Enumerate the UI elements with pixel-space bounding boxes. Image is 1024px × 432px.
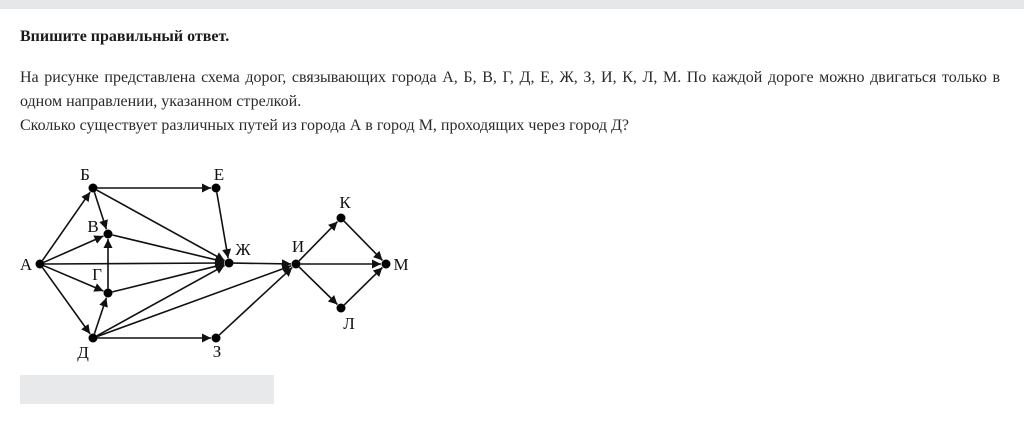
road-A-V	[44, 236, 103, 262]
road-V-Zh	[112, 235, 224, 262]
road-I-L	[299, 267, 337, 304]
city-label-Z: З	[212, 342, 222, 361]
answer-input[interactable]	[20, 375, 274, 404]
road-A-Zh	[45, 263, 225, 264]
road-D-I	[97, 266, 291, 337]
city-node-L	[337, 304, 346, 313]
road-D-G	[94, 298, 106, 334]
road-L-M	[344, 268, 382, 305]
city-node-A	[36, 260, 45, 269]
road-graph-diagram	[0, 150, 430, 370]
road-Zh-I	[234, 263, 292, 264]
road-D-Zh	[97, 265, 225, 335]
road-E-Zh	[217, 192, 228, 258]
city-label-K: К	[339, 193, 351, 212]
city-node-V	[104, 230, 113, 239]
city-node-I	[292, 260, 301, 269]
city-node-K	[337, 214, 346, 223]
city-node-D	[89, 334, 98, 343]
city-node-Zh	[225, 259, 234, 268]
city-label-B: Б	[80, 165, 90, 184]
city-node-B	[89, 184, 98, 193]
city-label-E: Е	[213, 165, 225, 184]
city-label-Zh: Ж	[235, 240, 251, 259]
city-node-M	[382, 260, 391, 269]
road-B-Zh	[97, 190, 225, 260]
city-label-V: В	[87, 217, 99, 236]
top-bar	[0, 0, 1024, 9]
task-text	[20, 66, 1000, 138]
road-A-D	[43, 268, 91, 334]
road-A-B	[43, 192, 91, 260]
city-label-I: И	[291, 237, 305, 256]
city-label-G: Г	[92, 265, 102, 284]
city-label-A: А	[19, 255, 33, 274]
road-K-M	[344, 221, 382, 260]
city-node-G	[104, 289, 113, 298]
city-label-M: М	[393, 255, 409, 274]
road-Z-I	[219, 267, 292, 335]
instruction-heading: Впишите правильный ответ.	[20, 28, 230, 45]
city-label-D: Д	[77, 343, 89, 362]
task-line-1: На рисунке представлена схема дорог, связывающих города А, Б, В, Г, Д, Е, Ж, З, И, К, Л, М. По каждой дороге можно двигаться только в одном направлении, указанном стрелкой.	[20, 69, 1000, 110]
city-node-E	[212, 184, 221, 193]
task-line-2: Сколько существует различных путей из города А в город М, проходящих через город Д?	[20, 117, 630, 134]
road-I-K	[299, 222, 337, 261]
city-label-L: Л	[343, 314, 355, 333]
road-G-Zh	[112, 264, 224, 292]
